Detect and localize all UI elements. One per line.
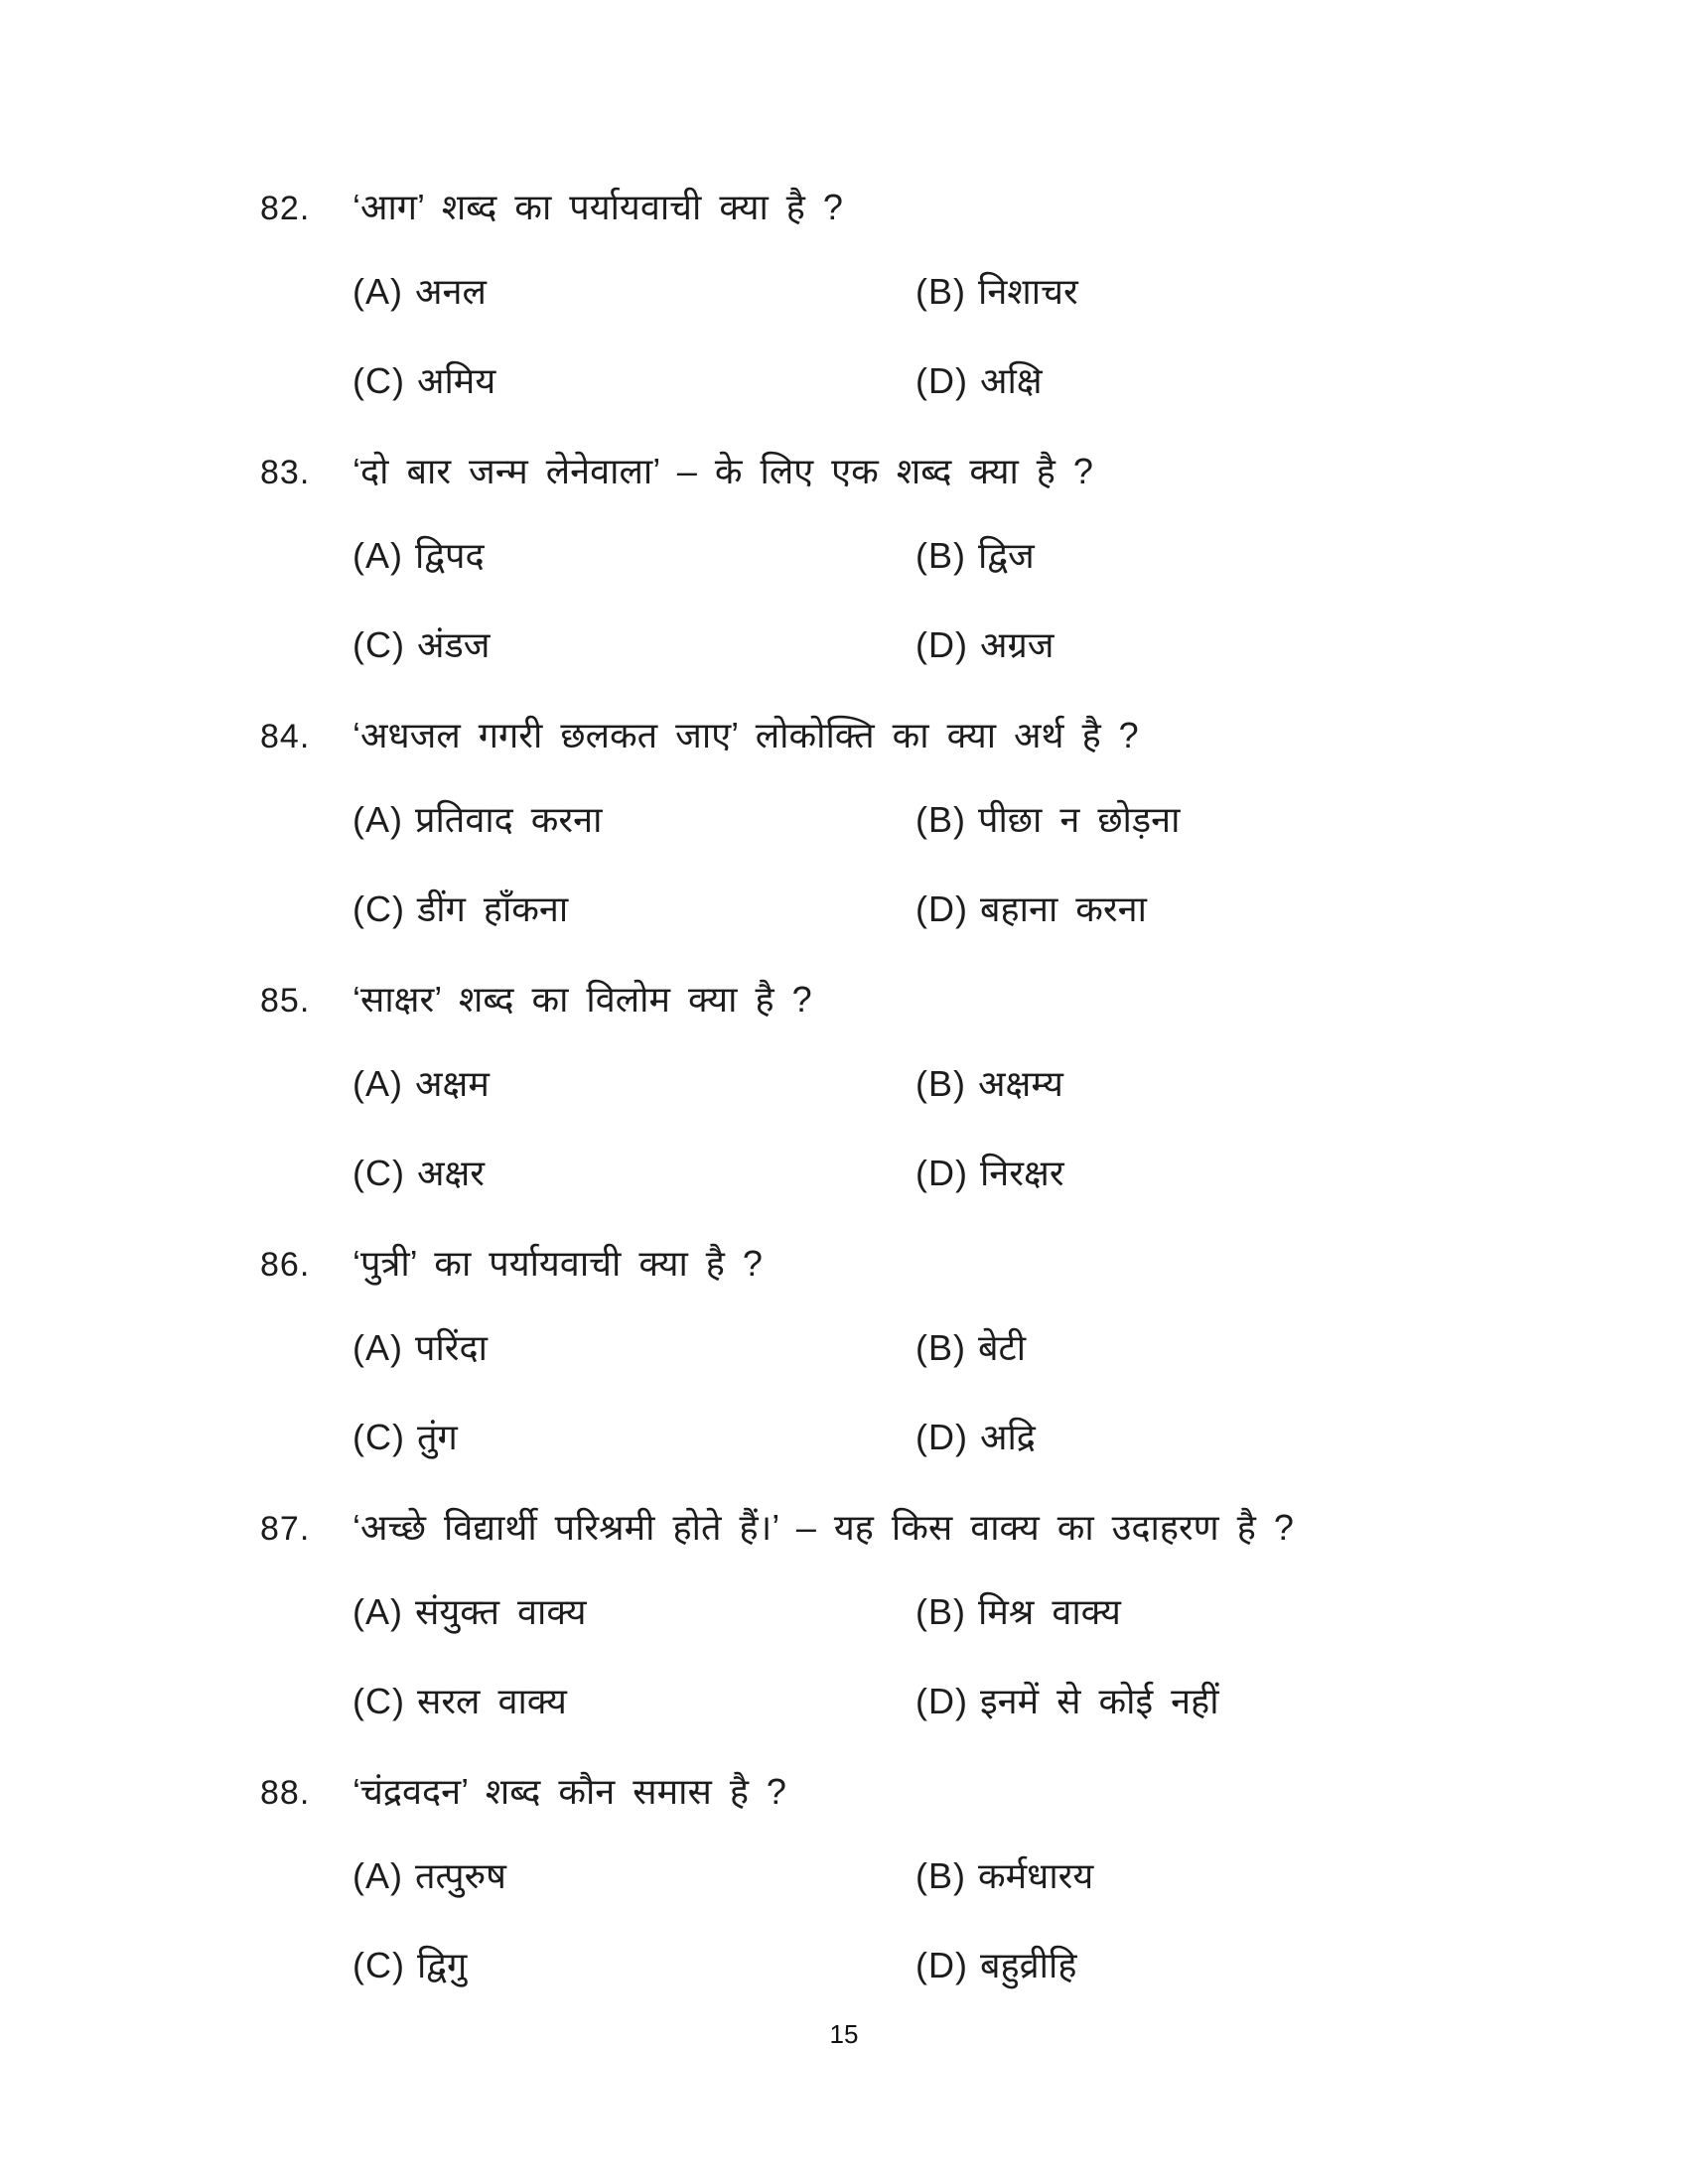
option-label: (D) [915,1945,968,1985]
option-text: अनल [415,271,487,312]
option-c [352,1415,915,1460]
option-label: (D) [915,1417,968,1457]
option-label: (B) [915,1855,966,1896]
question-text: ‘अधजल गगरी छलकत जाए’ लोकोक्ति का क्या अर्थ है ? [352,715,1139,755]
option-label: (C) [352,1417,405,1457]
option-text: अक्षम [415,1063,490,1104]
question-text: ‘चंद्रवदन’ शब्द कौन समास है ? [352,1771,786,1812]
option-text: बेटी [978,1327,1027,1368]
page-number: 15 [829,2019,859,2049]
option-b [915,1589,1569,1635]
question-line [260,449,1569,495]
question-text: ‘आग’ शब्द का पर्यायवाची क्या है ? [352,187,843,227]
question-block-82 [260,185,1569,404]
option-a [352,1589,915,1635]
option-b [915,797,1569,843]
question-line [260,977,1569,1024]
option-label: (C) [352,1945,405,1985]
option-b [915,1061,1569,1107]
option-a [352,269,915,315]
questions-list [260,185,1569,2033]
option-text: बहाना करना [979,888,1147,929]
option-b [915,1325,1569,1371]
option-a [352,1325,915,1371]
option-label: (B) [915,535,966,576]
option-label: (C) [352,360,405,401]
question-line [260,185,1569,231]
option-label: (C) [352,1681,405,1721]
option-label: (D) [915,1681,968,1721]
option-c [352,622,915,668]
options-grid [352,1853,1569,1988]
option-c [352,358,915,404]
option-d [915,1415,1569,1460]
question-number: 85. [260,982,311,1020]
option-text: प्रतिवाद करना [415,799,603,840]
option-text: तत्पुरुष [415,1855,506,1896]
option-text: अंडज [416,624,491,665]
question-block-85 [260,977,1569,1196]
option-label: (C) [352,1153,405,1193]
option-label: (C) [352,624,405,665]
option-c [352,887,915,932]
option-c [352,1943,915,1988]
option-text: इनमें से कोई नहीं [979,1681,1219,1721]
option-c [352,1151,915,1196]
option-label: (D) [915,624,968,665]
question-block-84 [260,713,1569,932]
option-b [915,1853,1569,1899]
options-grid [352,269,1569,404]
option-d [915,1943,1569,1988]
option-label: (A) [352,1327,403,1368]
option-b [915,269,1569,315]
option-text: बहुव्रीहि [979,1945,1077,1985]
option-text: कर्मधारय [978,1855,1094,1896]
option-d [915,1679,1569,1724]
option-text: डींग हाँकना [416,888,569,929]
options-grid [352,1325,1569,1460]
option-text: अक्षम्य [978,1063,1063,1104]
question-block-83 [260,449,1569,668]
option-label: (B) [915,799,966,840]
option-label: (B) [915,271,966,312]
option-text: द्विपद [415,535,485,576]
option-label: (A) [352,271,403,312]
option-text: द्विज [978,535,1035,576]
option-label: (D) [915,360,968,401]
option-text: निशाचर [978,271,1078,312]
option-label: (C) [352,888,405,929]
option-label: (B) [915,1327,966,1368]
option-label: (B) [915,1063,966,1104]
option-text: निरक्षर [979,1153,1064,1193]
option-d [915,358,1569,404]
question-block-87 [260,1505,1569,1724]
option-label: (B) [915,1591,966,1632]
question-number: 82. [260,190,311,227]
question-text: ‘पुत्री’ का पर्यायवाची क्या है ? [352,1243,763,1284]
option-text: तुंग [416,1417,458,1457]
question-text: ‘दो बार जन्म लेनेवाला’ – के लिए एक शब्द क्या है ? [352,451,1093,491]
question-text: ‘अच्छे विद्यार्थी परिश्रमी होते हैं।’ – यह किस वाक्य का उदाहरण है ? [352,1507,1294,1548]
option-label: (A) [352,1591,403,1632]
options-grid [352,533,1569,668]
question-block-86 [260,1241,1569,1460]
option-text: संयुक्त वाक्य [415,1591,587,1632]
option-d [915,887,1569,932]
option-label: (A) [352,535,403,576]
option-d [915,1151,1569,1196]
question-block-88 [260,1769,1569,1988]
option-text: मिश्र वाक्य [978,1591,1121,1632]
question-text: ‘साक्षर’ शब्द का विलोम क्या है ? [352,979,812,1020]
options-grid [352,797,1569,932]
option-text: अग्रज [979,624,1055,665]
option-text: सरल वाक्य [416,1681,567,1721]
option-a [352,533,915,579]
option-text: अद्रि [979,1417,1036,1457]
options-grid [352,1061,1569,1196]
question-line [260,713,1569,759]
option-label: (A) [352,799,403,840]
question-number: 84. [260,718,311,755]
question-line [260,1769,1569,1816]
option-text: अक्षर [416,1153,486,1193]
option-text: द्विगु [416,1945,468,1985]
option-a [352,797,915,843]
question-line [260,1505,1569,1552]
question-number: 88. [260,1774,311,1812]
option-c [352,1679,915,1724]
question-line [260,1241,1569,1288]
option-a [352,1061,915,1107]
question-number: 87. [260,1510,311,1548]
option-label: (D) [915,1153,968,1193]
option-text: पीछा न छोड़ना [978,799,1181,840]
option-d [915,622,1569,668]
options-grid [352,1589,1569,1724]
option-text: अक्षि [979,360,1043,401]
question-number: 86. [260,1246,311,1284]
option-text: अमिय [416,360,496,401]
option-label: (A) [352,1855,403,1896]
option-label: (A) [352,1063,403,1104]
question-number: 83. [260,454,311,491]
option-b [915,533,1569,579]
option-label: (D) [915,888,968,929]
option-a [352,1853,915,1899]
option-text: परिंदा [415,1327,488,1368]
